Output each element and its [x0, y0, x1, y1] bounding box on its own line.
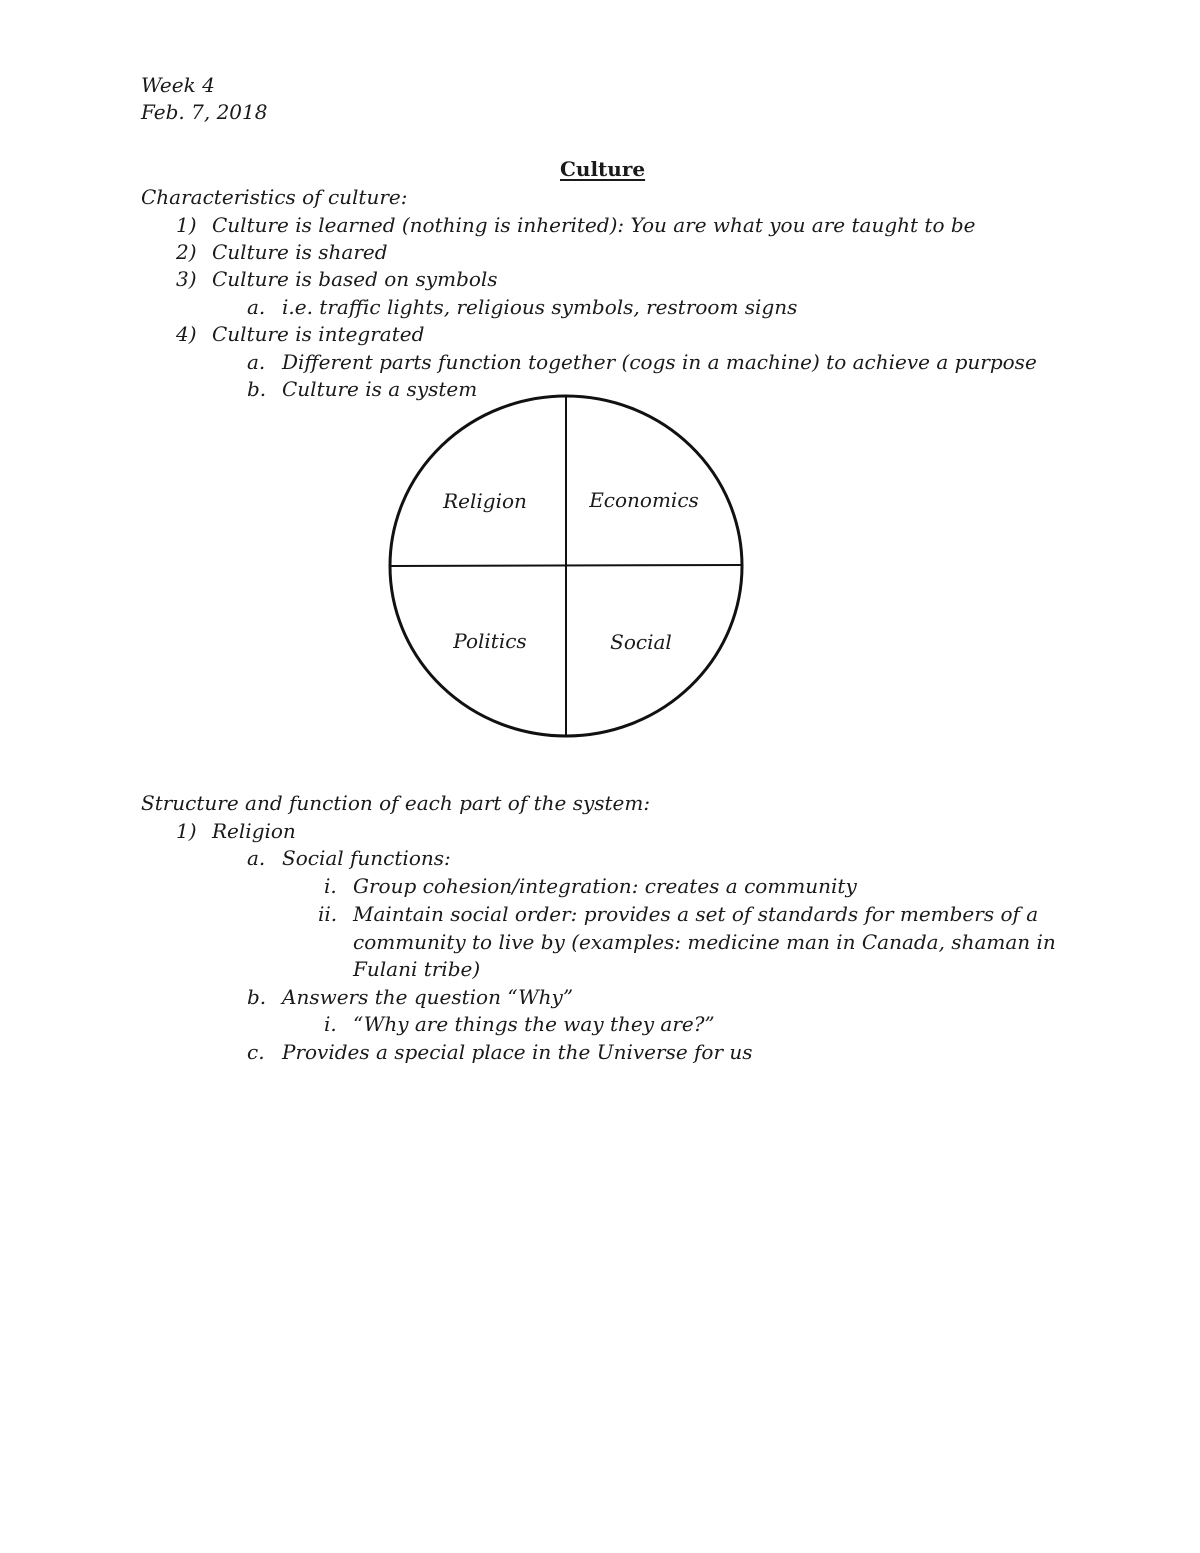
quadrant-label-politics: Politics: [453, 629, 527, 653]
sub-list-marker: b.: [247, 985, 267, 1009]
sub-sub-list-item-line: Fulani tribe): [353, 957, 481, 981]
sub-list-marker: a.: [247, 846, 266, 870]
sub-list-item: i.e. traffic lights, religious symbols, restroom signs: [282, 295, 798, 319]
sub-list-marker: a.: [247, 295, 266, 319]
sub-list-item: Culture is a system: [282, 377, 478, 401]
sub-sub-list-item-line: Maintain social order: provides a set of standards for members of a: [353, 902, 1039, 926]
page-title: Culture: [560, 157, 646, 181]
date-label: Feb. 7, 2018: [141, 100, 268, 124]
sub-list-marker: a.: [247, 350, 266, 374]
quadrant-label-religion: Religion: [443, 489, 527, 513]
list-item: Religion: [212, 819, 296, 843]
list-item: Culture is based on symbols: [212, 267, 498, 291]
sub-sub-list-item: “Why are things the way they are?”: [353, 1012, 715, 1036]
sub-list-item: Social functions:: [282, 846, 451, 870]
sub-list-marker: c.: [247, 1040, 265, 1064]
list-marker: 2): [176, 240, 197, 264]
structure-heading: Structure and function of each part of the system:: [141, 791, 651, 815]
sub-list-item: Answers the question “Why”: [282, 985, 574, 1009]
sub-sub-list-marker: i.: [324, 1012, 337, 1036]
culture-system-diagram: [380, 388, 752, 748]
diagram-horizontal-divider: [390, 565, 742, 566]
sub-sub-list-marker: ii.: [318, 902, 338, 926]
characteristics-heading: Characteristics of culture:: [141, 185, 408, 209]
list-item: Culture is integrated: [212, 322, 425, 346]
list-marker: 3): [176, 267, 197, 291]
list-item: Culture is shared: [212, 240, 388, 264]
quadrant-label-economics: Economics: [589, 488, 699, 512]
sub-list-item: Provides a special place in the Universe for us: [282, 1040, 753, 1064]
list-marker: 1): [176, 819, 197, 843]
list-marker: 4): [176, 322, 197, 346]
sub-list-item: Different parts function together (cogs in a machine) to achieve a purpose: [282, 350, 1037, 374]
week-label: Week 4: [141, 73, 215, 97]
sub-sub-list-marker: i.: [324, 874, 337, 898]
list-item: Culture is learned (nothing is inherited): You are what you are taught to be: [212, 213, 976, 237]
sub-sub-list-item: Group cohesion/integration: creates a community: [353, 874, 857, 898]
sub-list-marker: b.: [247, 377, 267, 401]
circle-diagram-graphic: [380, 388, 752, 748]
quadrant-label-social: Social: [610, 630, 672, 654]
sub-sub-list-item-line: community to live by (examples: medicine man in Canada, shaman in: [353, 930, 1056, 954]
list-marker: 1): [176, 213, 197, 237]
